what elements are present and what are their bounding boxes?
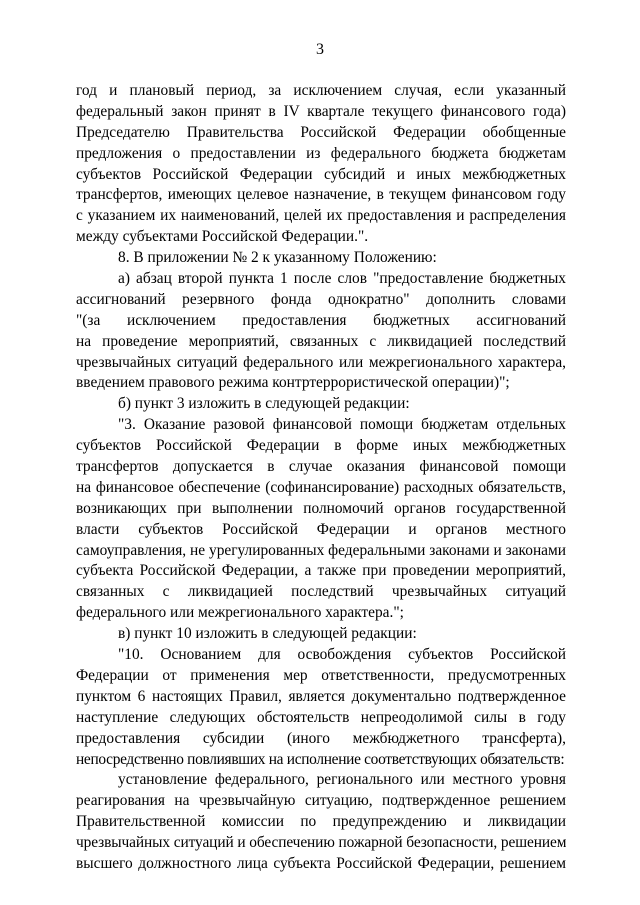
text-line: федерального или межрегионального характера.";: [76, 604, 404, 622]
text-line: трансфертов, имеющих целевое назначение, в текущем финансовом году: [76, 186, 566, 204]
text-line: 8. В приложении № 2 к указанному Положению:: [118, 249, 437, 267]
text-line: "(за исключением предоставления бюджетных ассигнований: [76, 311, 566, 329]
text-line: в) пункт 10 изложить в следующей редакции:: [118, 625, 417, 643]
text-line: федеральный закон принят в IV квартале текущего финансового года): [76, 102, 566, 120]
text-line: с указанием их наименований, целей их предоставления и распределения: [76, 207, 566, 225]
text-line: субъекта Российской Федерации, а также при проведении мероприятий,: [76, 562, 566, 580]
text-line: пунктом 6 настоящих Правил, является документально подтвержденное: [76, 687, 566, 705]
text-line: предложения о предоставлении из федерального бюджета бюджетам: [76, 144, 566, 162]
text-line: реагирования на чрезвычайную ситуацию, подтвержденное решением: [76, 792, 566, 810]
text-line: чрезвычайных ситуаций и обеспечению пожарной безопасности, решением: [76, 834, 566, 852]
text-line: самоуправления, не урегулированных федеральными законами и законами: [76, 541, 566, 559]
text-line: непосредственно повлиявших на исполнение соответствующих обязательств:: [76, 750, 565, 768]
text-line: трансфертов допускается в случае оказания финансовой помощи: [76, 458, 566, 476]
document-body: [76, 81, 566, 875]
text-line: а) абзац второй пункта 1 после слов "предоставление бюджетных: [118, 270, 566, 288]
text-line: Федерации от применения мер ответственности, предусмотренных: [76, 666, 566, 684]
text-line: субъектов Российской Федерации субсидий и иных межбюджетных: [76, 165, 566, 183]
text-line: возникающих при выполнении полномочий органов государственной: [76, 499, 566, 517]
text-line: "3. Оказание разовой финансовой помощи бюджетам отдельных: [118, 416, 566, 434]
text-line: ассигнований резервного фонда однократно" дополнить словами: [76, 290, 566, 308]
text-line: б) пункт 3 изложить в следующей редакции:: [118, 395, 410, 413]
text-line: "10. Основанием для освобождения субъектов Российской: [118, 646, 566, 664]
text-line: между субъектами Российской Федерации.".: [76, 228, 369, 246]
text-line: на проведение мероприятий, связанных с ликвидацией последствий: [76, 332, 566, 350]
text-line: связанных с ликвидацией последствий чрезвычайных ситуаций: [76, 583, 566, 601]
text-line: Правительственной комиссии по предупреждению и ликвидации: [76, 813, 566, 831]
text-line: год и плановый период, за исключением случая, если указанный: [76, 82, 566, 99]
text-line: предоставления субсидии (иного межбюджетного трансферта),: [76, 729, 566, 747]
text-line: чрезвычайных ситуаций федерального или межрегионального характера,: [76, 353, 566, 371]
text-line: на финансовое обеспечение (софинансирование) расходных обязательств,: [76, 478, 566, 496]
page-number: 3: [316, 41, 324, 58]
text-line: высшего должностного лица субъекта Российской Федерации, решением: [76, 854, 566, 872]
text-line: власти субъектов Российской Федерации и органов местного: [76, 520, 566, 538]
text-line: установление федерального, регионального или местного уровня: [118, 771, 566, 789]
text-line: введением правового режима контртеррористической операции)";: [76, 374, 510, 392]
text-line: наступление следующих обстоятельств непреодолимой силы в году: [76, 708, 566, 726]
text-line: субъектов Российской Федерации в форме иных межбюджетных: [76, 437, 566, 455]
text-line: Председателю Правительства Российской Федерации обобщенные: [76, 123, 566, 141]
